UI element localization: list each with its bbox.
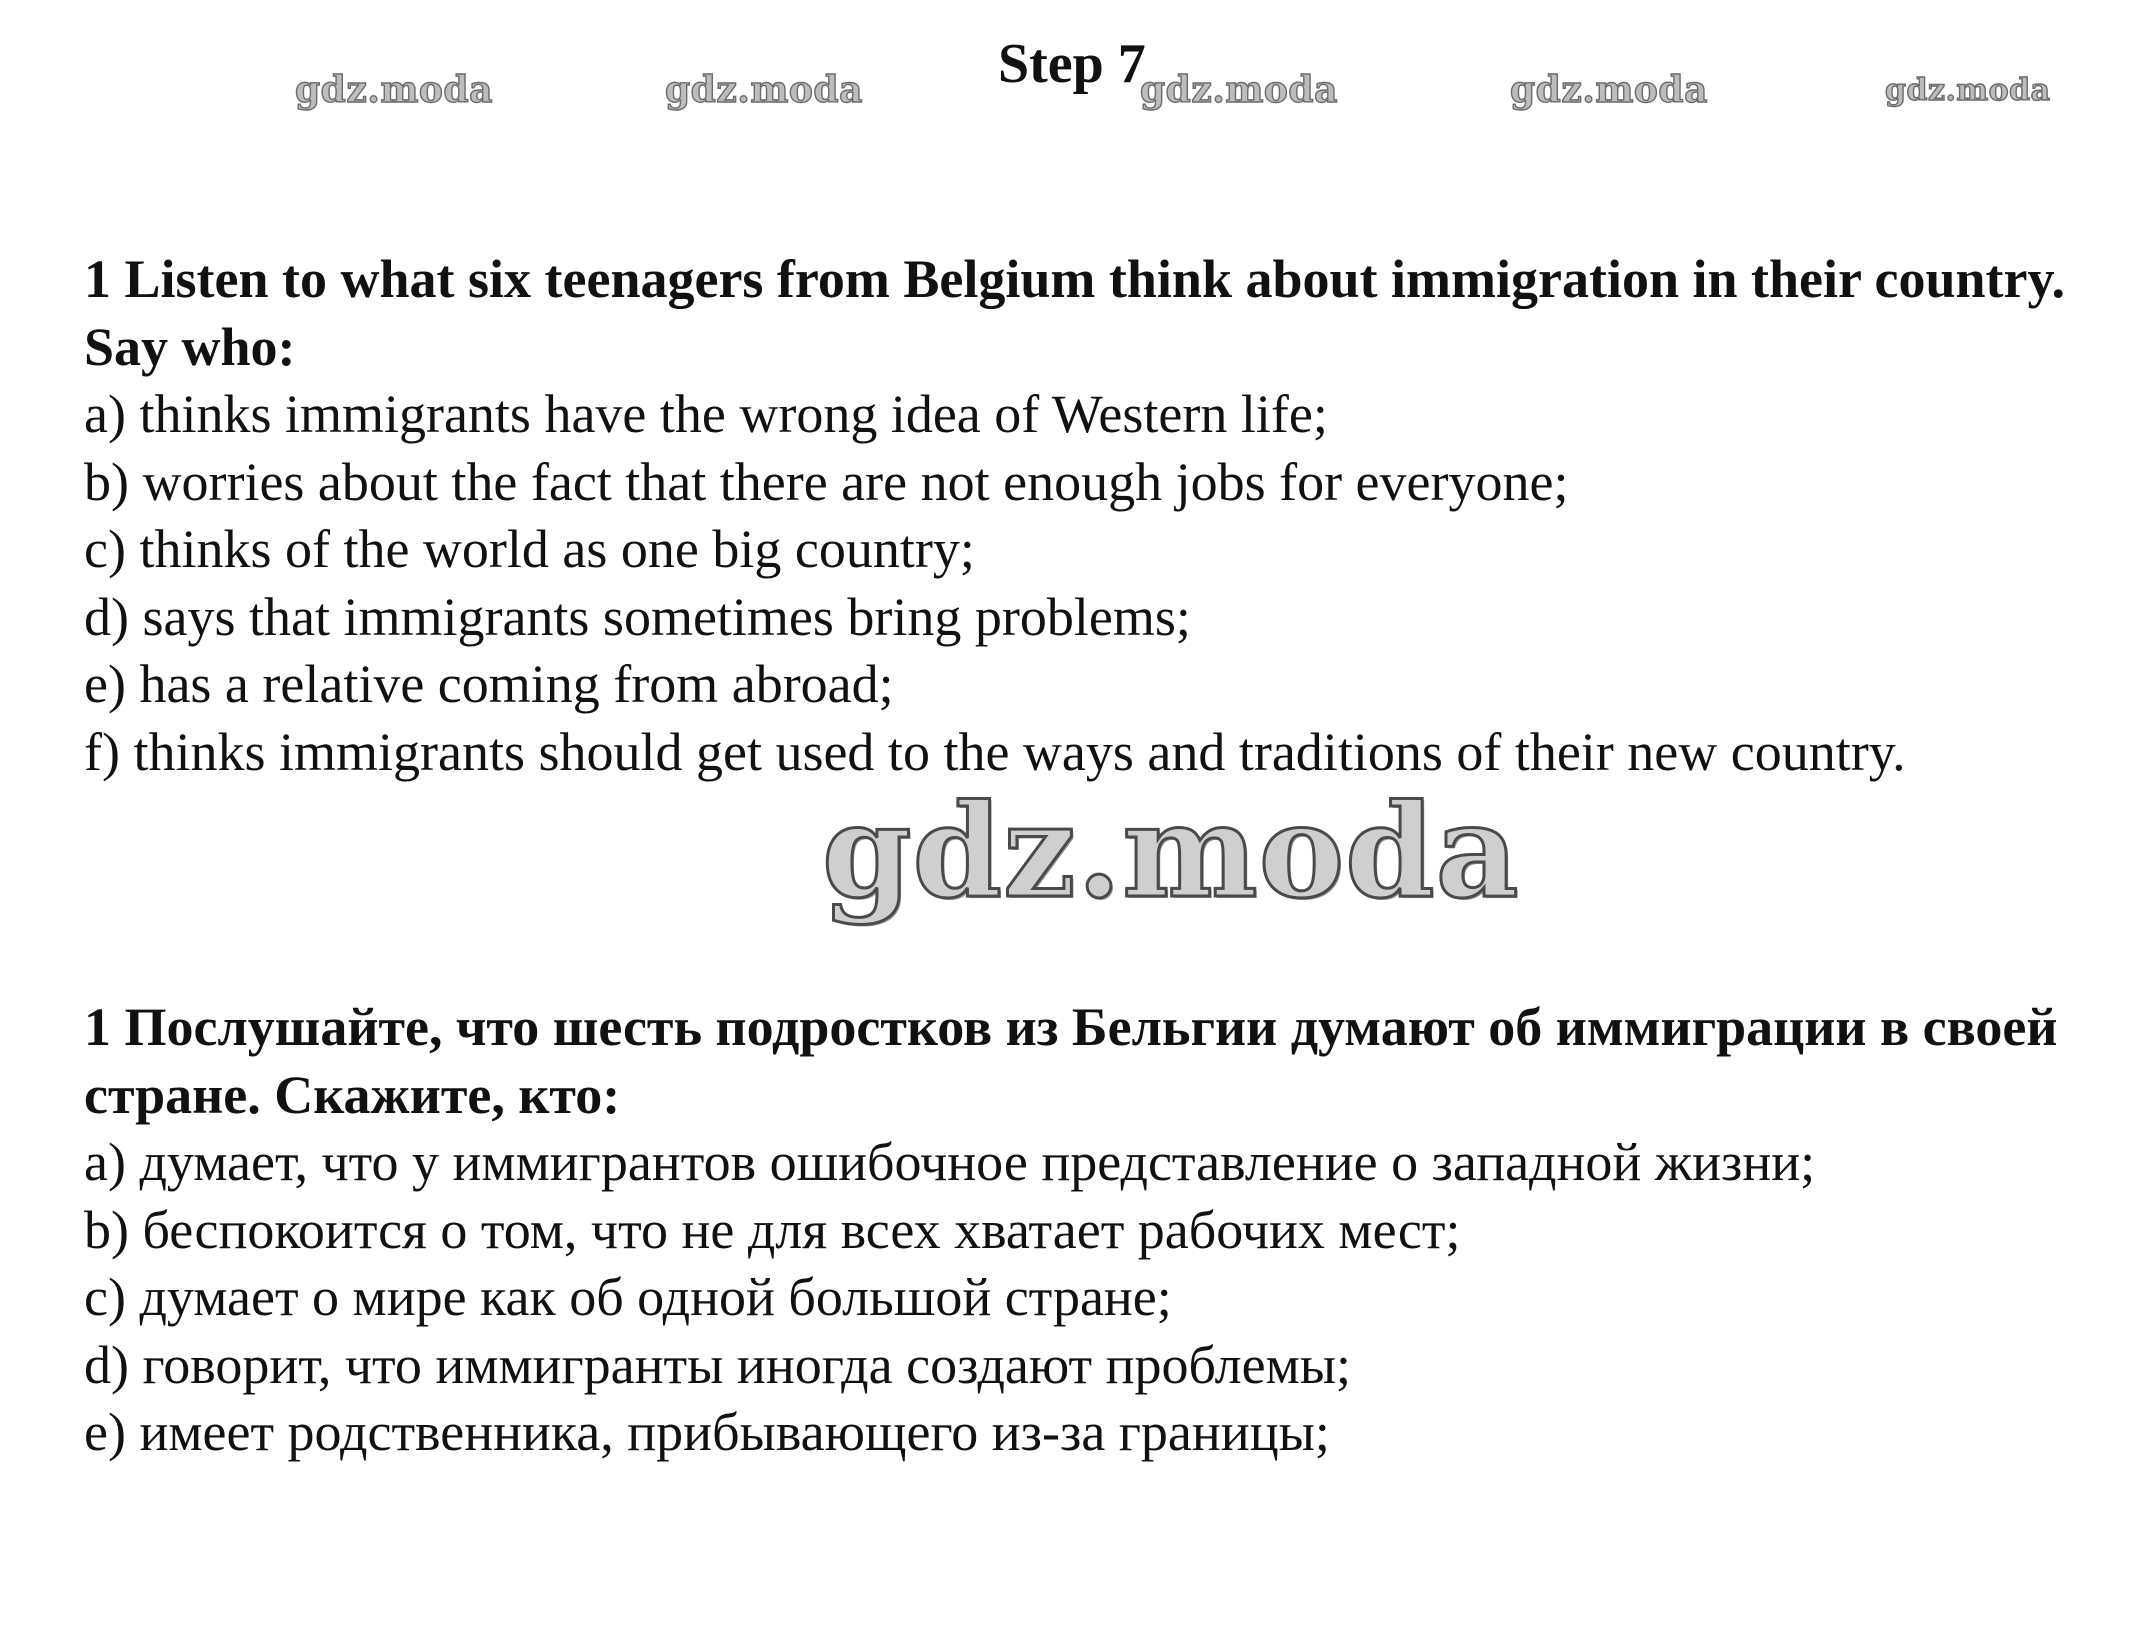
list-item: f) thinks immigrants should get used to the ways and traditions of their new country. — [84, 721, 1906, 782]
watermark: gdz.moda — [295, 69, 493, 111]
english-exercise — [84, 246, 2084, 786]
list-item: d) says that immigrants sometimes bring problems; — [84, 586, 1191, 647]
list-item: a) thinks immigrants have the wrong idea of Western life; — [84, 384, 1328, 444]
watermark: gdz.moda — [1885, 73, 2051, 108]
watermark: gdz.moda — [1510, 69, 1708, 111]
list-item: a) думает, что у иммигрантов ошибочное представление о западной жизни; — [84, 1132, 1816, 1192]
list-item: c) думает о мире как об одной большой стране; — [84, 1267, 1172, 1327]
exercise-heading: 1 Listen to what six teenagers from Belgium think about immigration in their country. Say who: — [84, 249, 2065, 377]
list-item: b) worries about the fact that there are not enough jobs for everyone; — [84, 451, 1569, 512]
list-item: d) говорит, что иммигранты иногда создают проблемы; — [84, 1334, 1352, 1395]
answer-options — [84, 1129, 2084, 1467]
list-item: e) has a relative coming from abroad; — [84, 654, 894, 714]
watermark: gdz.moda — [1140, 69, 1338, 111]
page-title: Step 7 — [998, 33, 1146, 95]
list-item: e) имеет родственника, прибывающего из-за границы; — [84, 1402, 1330, 1462]
russian-exercise — [84, 994, 2084, 1467]
answer-options — [84, 381, 2084, 786]
list-item: c) thinks of the world as one big country; — [84, 519, 975, 579]
watermark-large: gdz.moda — [822, 777, 1520, 927]
watermark: gdz.moda — [665, 69, 863, 111]
list-item: b) беспокоится о том, что не для всех хватает рабочих мест; — [84, 1199, 1461, 1260]
exercise-heading: 1 Послушайте, что шесть подростков из Бельгии думают об иммиграции в своей стране. Скажите, кто: — [84, 997, 2058, 1125]
